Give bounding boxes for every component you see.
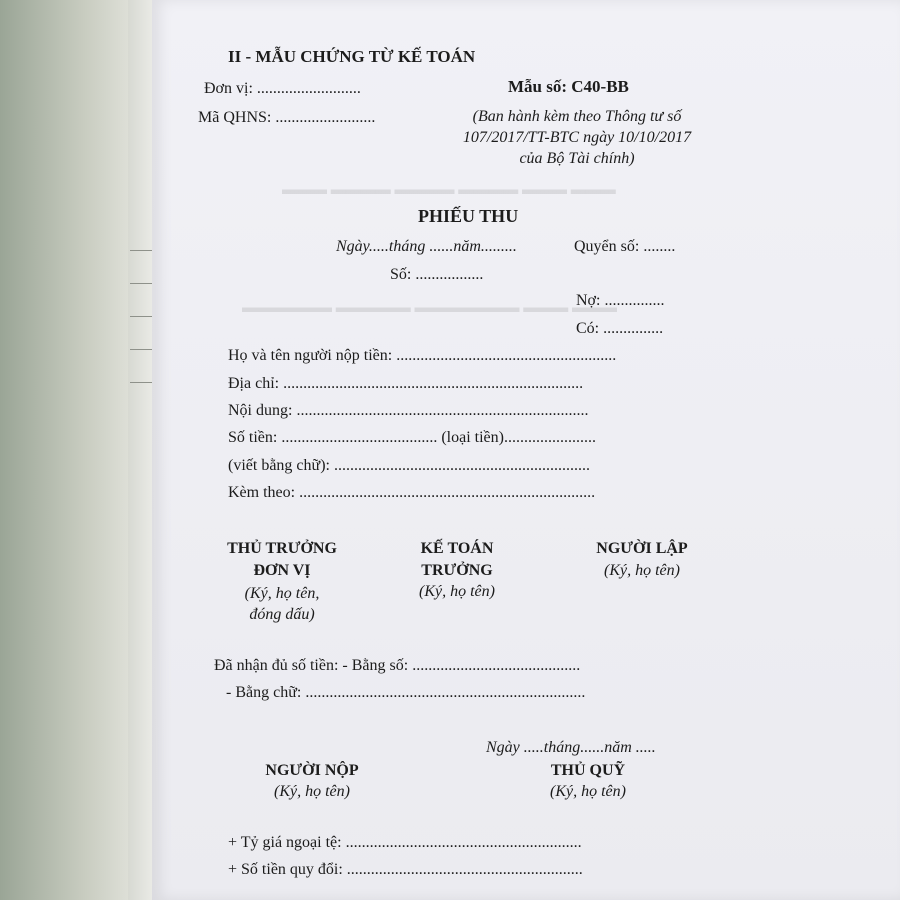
signature-payer-title: NGƯỜI NỘP <box>265 762 359 779</box>
book-number: Quyển số: ........ <box>574 238 676 255</box>
signature-chief-accountant-note: (Ký, họ tên) <box>419 583 495 600</box>
signature-preparer-note: (Ký, họ tên) <box>604 562 680 579</box>
signature-cashier-note: (Ký, họ tên) <box>550 783 626 800</box>
signature-head-of-unit-title-2: ĐƠN VỊ <box>253 562 311 579</box>
decree-line-1: (Ban hành kèm theo Thông tư số <box>472 108 682 125</box>
payer-name-field: Họ và tên người nộp tiền: ....................................................... <box>228 347 617 364</box>
signature-chief-accountant-title: KẾ TOÁN <box>420 540 494 557</box>
document-title: PHIẾU THU <box>418 206 519 226</box>
signature-head-of-unit-note: (Ký, họ tên, <box>244 585 320 602</box>
signature-head-of-unit-note-2: đóng dấu) <box>249 606 315 623</box>
decree-line-2: 107/2017/TT-BTC ngày 10/10/2017 <box>462 129 692 146</box>
signature-preparer-title: NGƯỜI LẬP <box>596 540 688 557</box>
credit-account: Có: ............... <box>576 320 664 337</box>
signature-chief-accountant-title-2: TRƯỞNG <box>421 562 493 579</box>
content-field: Nội dung: ......................................................................... <box>228 402 589 419</box>
background-surface <box>0 0 140 900</box>
bleed-through: ▬▬▬▬▬▬ ▬▬▬▬▬ ▬▬▬▬▬▬▬ ▬▬▬ ▬▬▬ <box>242 300 617 316</box>
debit-account: Nợ: ............... <box>576 292 665 309</box>
converted-amount-field: + Số tiền quy đổi: ........................................................... <box>228 861 583 878</box>
receipt-number: Số: ................. <box>390 266 484 283</box>
address-field: Địa chỉ: ........................................................................... <box>228 375 584 392</box>
exchange-rate-field: + Tỷ giá ngoại tệ: ........................................................... <box>228 834 582 851</box>
received-amount-words: - Bằng chữ: ...................................................................... <box>226 684 586 701</box>
date-line: Ngày.....tháng ......năm......... <box>336 238 517 255</box>
signature-payer-note: (Ký, họ tên) <box>274 783 350 800</box>
receipt-date-line: Ngày .....tháng......năm ..... <box>486 739 656 756</box>
attachments-field: Kèm theo: .......................................................................... <box>228 484 596 501</box>
unit-field: Đơn vị: .......................... <box>204 80 361 97</box>
section-title: II - MẪU CHỨNG TỪ KẾ TOÁN <box>228 47 476 66</box>
amount-field: Số tiền: ....................................... (loại tiền)....................... <box>228 429 596 446</box>
amount-in-words-field: (viết bằng chữ): ................................................................ <box>228 457 590 474</box>
qhns-field: Mã QHNS: ......................... <box>198 109 376 126</box>
form-number: Mẫu số: C40-BB <box>508 77 629 96</box>
bleed-through: ▬▬▬ ▬▬▬▬ ▬▬▬▬ ▬▬▬▬ ▬▬▬ ▬▬▬ <box>282 182 616 198</box>
received-amount-number: Đã nhận đủ số tiền: - Bằng số: .......................................... <box>214 657 581 674</box>
form-page <box>152 0 900 900</box>
signature-head-of-unit-title: THỦ TRƯỞNG <box>227 540 337 557</box>
decree-line-3: của Bộ Tài chính) <box>519 150 635 167</box>
signature-cashier-title: THỦ QUỸ <box>550 762 626 779</box>
